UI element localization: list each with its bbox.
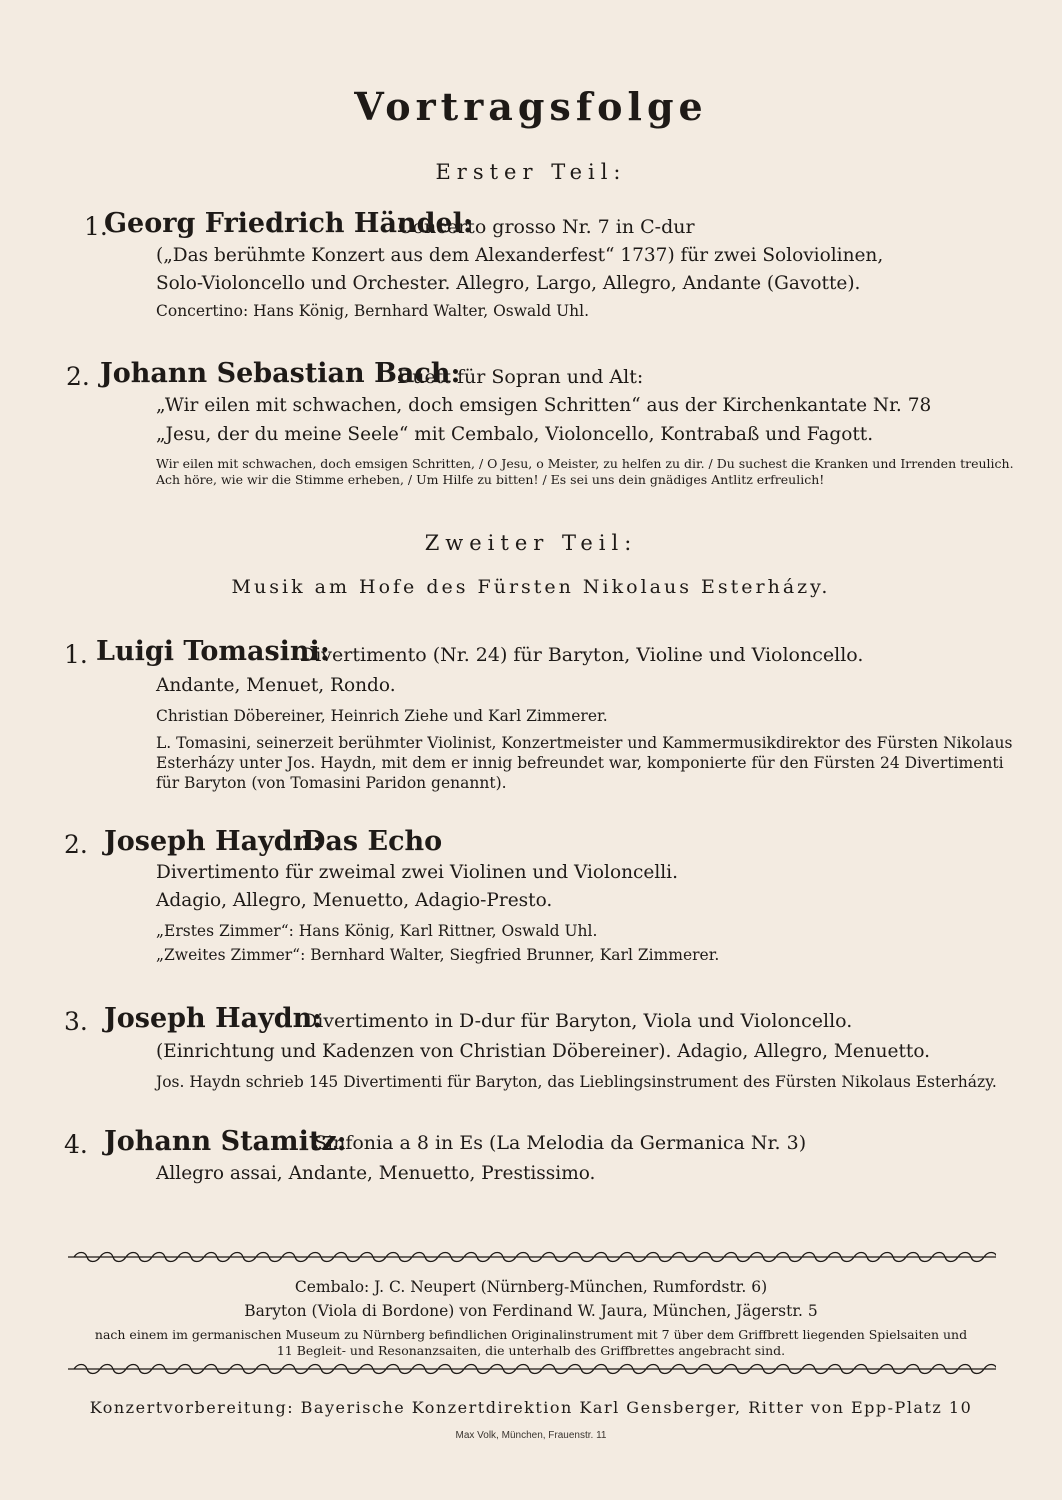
part-two-heading: Zweiter Teil: [424, 531, 638, 555]
instrument-note: nach einem im germanischen Museum zu Nürnberg befindlichen Originalinstrument mit 7 über dem Griffbrett liegenden Spielsaiten und [94, 1327, 968, 1342]
item-number: 1. [64, 640, 88, 669]
instrument-note: 11 Begleit- und Resonanzsaiten, die unterhalb des Griffbrettes angebracht sind. [276, 1343, 786, 1358]
composer-note: Jos. Haydn schrieb 145 Divertimenti für Baryton, das Lieblingsinstrument des Fürsten Nikolaus Esterházy. [156, 1073, 997, 1091]
item-number: 2. [66, 362, 90, 391]
movements: Allegro assai, Andante, Menuetto, Prestissimo. [156, 1163, 596, 1184]
instrument-note: Baryton (Viola di Bordone) von Ferdinand W. Jaura, München, Jägerstr. 5 [244, 1302, 818, 1320]
work-description: („Das berühmte Konzert aus dem Alexanderfest“ 1737) für zwei Soloviolinen, [156, 245, 884, 266]
work-description: Solo-Violoncello und Orchester. Allegro, Largo, Allegro, Andante (Gavotte). [156, 273, 861, 294]
movements: Adagio, Allegro, Menuetto, Adagio-Presto. [156, 890, 553, 911]
performers: Concertino: Hans König, Bernhard Walter, Oswald Uhl. [156, 302, 590, 320]
composer-name: Joseph Haydn: [104, 1003, 323, 1034]
item-number: 3. [64, 1007, 88, 1036]
work-description: (Einrichtung und Kadenzen von Christian Döbereiner). Adagio, Allegro, Menuetto. [156, 1041, 931, 1062]
text-excerpt: Ach höre, wie wir die Stimme erheben, / Um Hilfe zu bitten! / Es sei uns dein gnädiges Antlitz erfreulich! [156, 472, 825, 487]
work-title: Das Echo [302, 826, 443, 857]
movements: Andante, Menuet, Rondo. [156, 675, 396, 696]
work-title: Divertimento in D-dur für Baryton, Viola und Violoncello. [302, 1010, 853, 1032]
composer-note: Esterházy unter Jos. Haydn, mit dem er innig befreundet war, komponierte für den Fürsten 24 Divertimenti [156, 754, 1004, 772]
part-one-heading: Erster Teil: [435, 160, 627, 184]
text-excerpt: Wir eilen mit schwachen, doch emsigen Schritten, / O Jesu, o Meister, zu helfen zu dir. / Du suchest die Kranken und Irrenden treulich. [156, 456, 1014, 471]
work-description: „Wir eilen mit schwachen, doch emsigen Schritten“ aus der Kirchenkantate Nr. 78 [156, 395, 932, 416]
item-number: 1. [84, 212, 108, 241]
composer-name: Johann Sebastian Bach: [100, 358, 461, 389]
work-description: „Jesu, der du meine Seele“ mit Cembalo, Violoncello, Kontrabaß und Fagott. [156, 424, 874, 445]
work-title: Concerto grosso Nr. 7 in C-dur [398, 216, 695, 238]
composer-name: Georg Friedrich Händel: [104, 208, 473, 239]
performers: Christian Döbereiner, Heinrich Ziehe und Karl Zimmerer. [156, 707, 608, 725]
page-title: Vortragsfolge [354, 84, 708, 129]
performers: „Zweites Zimmer“: Bernhard Walter, Siegfried Brunner, Karl Zimmerer. [156, 946, 720, 964]
work-description: Divertimento für zweimal zwei Violinen und Violoncelli. [156, 862, 678, 883]
printer-credit: Max Volk, München, Frauenstr. 11 [455, 1430, 607, 1441]
item-number: 4. [64, 1130, 88, 1159]
work-title: Sinfonia a 8 in Es (La Melodia da Germanica Nr. 3) [314, 1132, 807, 1154]
part-two-subheading: Musik am Hofe des Fürsten Nikolaus Esterházy. [231, 576, 831, 598]
ornamental-rule [68, 1362, 996, 1376]
performers: „Erstes Zimmer“: Hans König, Karl Rittner, Oswald Uhl. [156, 922, 598, 940]
organizer-line: Konzertvorbereitung: Bayerische Konzertdirektion Karl Gensberger, Ritter von Epp-Platz 10 [89, 1398, 973, 1417]
composer-name: Johann Stamitz: [104, 1126, 347, 1157]
work-title: Duett für Sopran und Alt: [397, 366, 644, 388]
composer-note: für Baryton (von Tomasini Paridon genannt). [156, 774, 507, 792]
composer-name: Joseph Haydn: [104, 826, 323, 857]
work-title: Divertimento (Nr. 24) für Baryton, Violine und Violoncello. [300, 644, 864, 666]
ornamental-rule [68, 1250, 996, 1264]
composer-name: Luigi Tomasini: [96, 636, 330, 667]
instrument-note: Cembalo: J. C. Neupert (Nürnberg-München, Rumfordstr. 6) [294, 1278, 768, 1296]
composer-note: L. Tomasini, seinerzeit berühmter Violinist, Konzertmeister und Kammermusikdirektor des Fürsten Nikolaus [156, 734, 1013, 752]
item-number: 2. [64, 830, 88, 859]
